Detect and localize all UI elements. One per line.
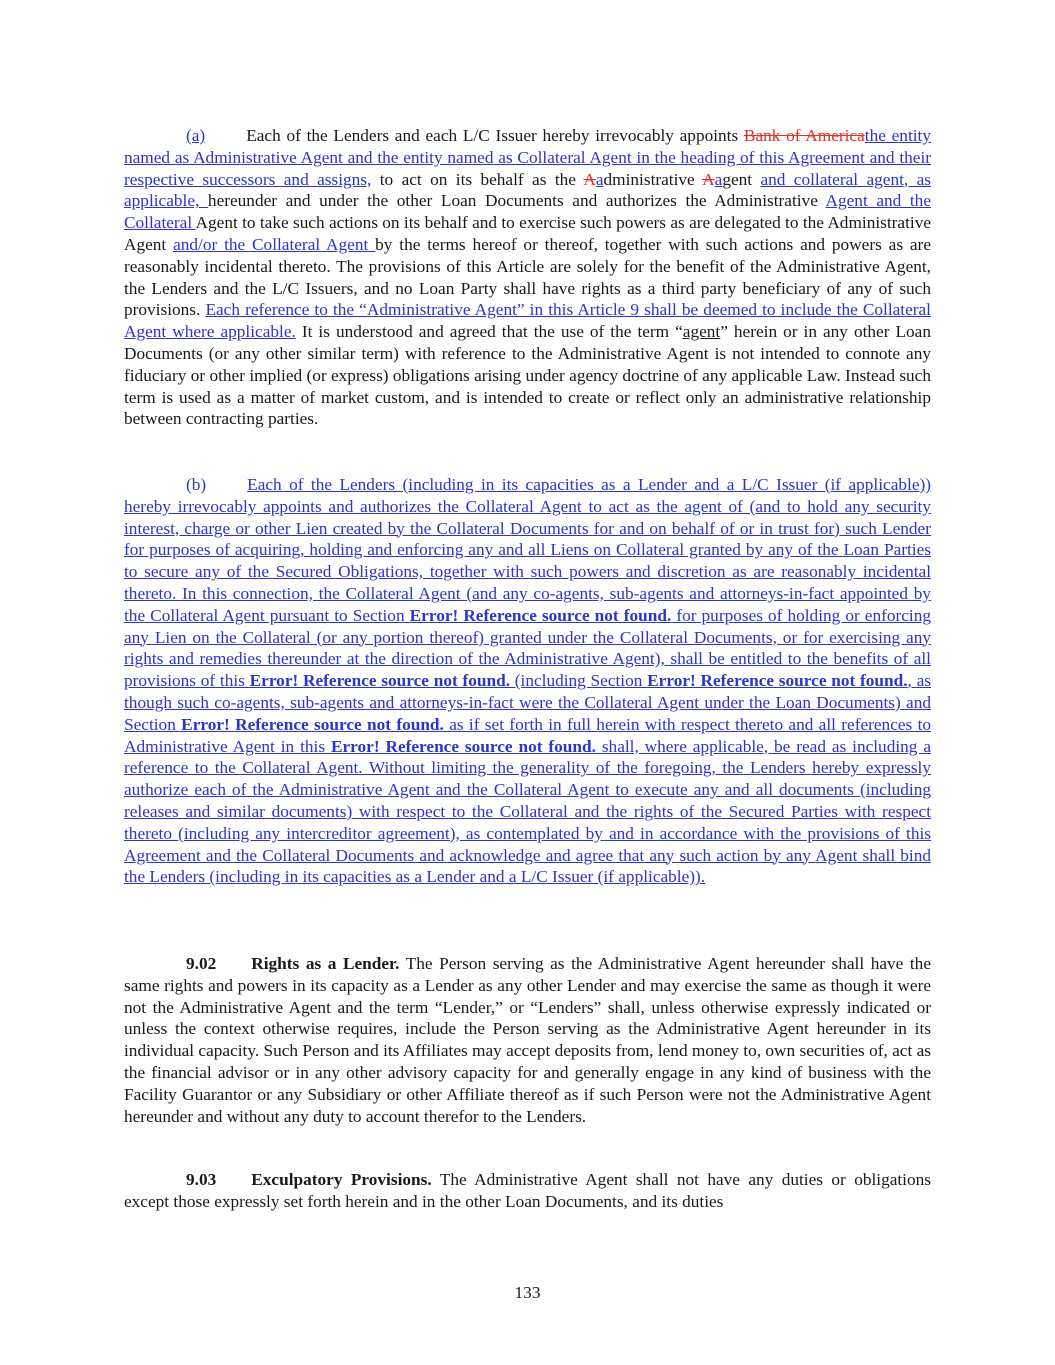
inserted-text: as if set forth in full herein with respect thereto and all references to Administrative Agent in this [124,714,932,756]
text-run: by the terms hereof or thereof, together with such actions and powers as are reasonably incidental thereto. The provisions of this Article are solely for the benefit of the Administrative Agent, the Lenders and the L/C Issuers, and no Loan Party shall have rights as a third party beneficiary of any of such provisions. [124,234,931,320]
text-run: It is understood and agreed that the use of the term “ [295,322,683,342]
page-number: 133 [514,1283,541,1302]
inserted-text: a [714,169,723,189]
underlined-term: agent [682,322,721,342]
reference-error: Error! Reference source not found. [647,671,908,691]
inserted-text: (including Section [510,671,648,691]
inserted-text: and collateral agent, as applicable, [124,169,931,211]
text-run: to act on its behalf as the [371,169,584,189]
text-run: gent [722,169,761,189]
inserted-text: and/or the Collateral Agent [173,234,376,254]
section-9-03 [124,1169,931,1213]
reference-error: Error! Reference source not found. [409,605,672,625]
reference-error: Error! Reference source not found. [330,736,596,756]
text-run: Agent to take such actions on its behalf and to exercise such powers as are delegated to the Administrative Agent [124,213,931,254]
text-run: dministrative [603,169,703,189]
section-number: 9.02 [186,954,217,973]
section-number: 9.03 [186,1170,217,1189]
paragraph-a [124,125,931,430]
inserted-text: Each reference to the “Administrative Agent” in this Article 9 shall be deemed to include the Collateral Agent where applicable. [124,300,931,342]
section-text: The Person serving as the Administrative Agent hereunder shall have the same rights and powers in its capacity as a Lender as any other Lender and may exercise the same as though it were not the Administrative Agent and the term “Lender,” or “Lenders” shall, unless otherwise expressly indicated or unless the context otherwise requires, include the Person serving as the Administrative Agent hereunder in its individual capacity. Such Person and its Affiliates may accept deposits from, lend money to, own securities of, act as the financial advisor or in any other advisory capacity for and generally engage in any kind of business with the Facility Guarantor or any Subsidiary or other Affiliate thereof as if such Person were not the Administrative Agent hereunder and without any duty to account therefor to the Lenders. [124,954,931,1126]
inserted-text: shall, where applicable, be read as including a reference to the Collateral Agent. Without limiting the generality of the foregoing, the Lenders hereby expressly authorize each of the Administrative Agent and the Collateral Agent to execute any and all documents (including releases and similar documents) with respect to the Collateral and the rights of the Secured Parties with respect thereto (including any intercreditor agreement), as contemplated by and in accordance with the provisions of this Agreement and the Collateral Documents and acknowledge and agree that any such action by any Agent shall bind the Lenders (including in its capacities as a Lender and a L/C Issuer (if applicable)). [124,736,931,887]
inserted-text: a [595,169,604,189]
paragraph-a-marker: (a) [186,126,206,145]
paragraph-b [124,474,931,888]
text-run: hereunder and under the other Loan Documents and authorizes the Administrative [207,191,826,211]
text-run: Each of the Lenders and each L/C Issuer hereby irrevocably appoints [246,126,744,145]
inserted-text: the entity named as Administrative Agent and the entity named as Collateral Agent in the heading of this Agreement and their respective successors and assigns, [124,126,931,189]
inserted-text: Each of the Lenders (including in its capacities as a Lender and a L/C Issuer (if applicable)) hereby irrevocably appoints and authorizes the Collateral Agent to act as the agent of (and to hold any security interest, charge or other Lien created by the Collateral Documents for and on behalf of or in trust for) such Lender for purposes of acquiring, holding and enforcing any and all Liens on Collateral granted by any of the Loan Parties to secure any of the Secured Obligations, together with such powers and discretion as are reasonably incidental thereto. In this connection, the Collateral Agent (and any co-agents, sub-agents and attorneys-in-fact appointed by the Collateral Agent pursuant to Section [124,475,931,625]
section-9-02 [124,953,931,1127]
section-heading: Exculpatory Provisions. [251,1170,432,1189]
text-run: ” herein or in any other Loan Documents (or any other similar term) with reference to the Administrative Agent is not intended to connote any fiduciary or other implied (or express) obligations arising under agency doctrine of any applicable Law. Instead such term is used as a matter of market custom, and is intended to create or reflect only an administrative relationship between contracting parties. [124,322,931,429]
inserted-text: for purposes of holding or enforcing any Lien on the Collateral (or any portion thereof) granted under the Collateral Documents, or for exercising any rights and remedies thereunder at the direction of the Administrative Agent), shall be entitled to the benefits of all provisions of this [124,605,932,691]
deleted-text: Bank of America [743,126,865,145]
section-text: The Administrative Agent shall not have any duties or obligations except those expressly set forth herein and in the other Loan Documents, and its duties [124,1170,931,1211]
section-heading: Rights as a Lender. [251,954,400,973]
inserted-text: , as though such co-agents, sub-agents and attorneys-in-fact were the Collateral Agent under the Loan Documents) and Section [124,671,932,734]
deleted-text: A [583,169,596,189]
reference-error: Error! Reference source not found. [181,714,444,734]
reference-error: Error! Reference source not found. [249,671,511,691]
inserted-text: Agent and the Collateral [124,191,931,233]
deleted-text: A [702,169,715,189]
paragraph-b-marker: (b) [186,475,207,494]
